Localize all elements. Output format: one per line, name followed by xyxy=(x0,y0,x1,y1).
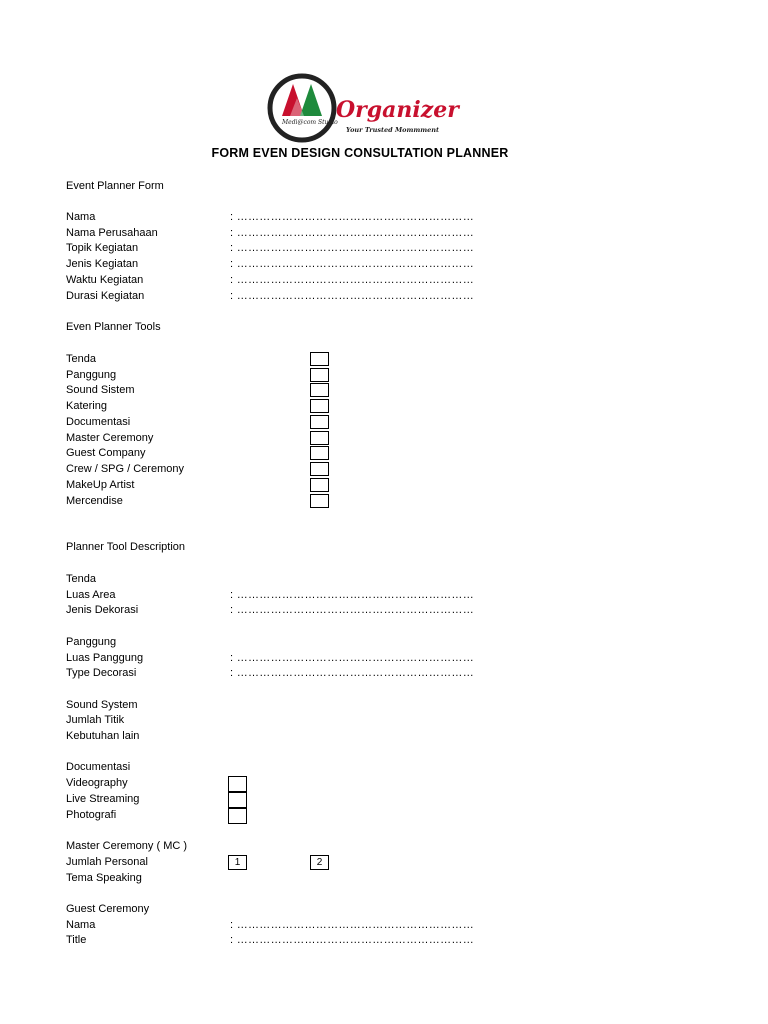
tenda-heading: Tenda xyxy=(66,573,96,585)
field-label-jenis: Jenis Kegiatan xyxy=(66,258,139,270)
sound-heading: Sound System xyxy=(66,699,138,711)
documentasi-item: Videography xyxy=(66,777,128,789)
tool-checkbox[interactable] xyxy=(310,415,329,429)
tool-label: Guest Company xyxy=(66,447,146,459)
field-label-nama: Nama xyxy=(66,211,96,223)
tool-label: Panggung xyxy=(66,369,117,381)
field-input-jenis-dekorasi[interactable]: : ……………………………………………………… xyxy=(230,604,475,616)
sound-item: Jumlah Titik xyxy=(66,714,125,726)
mc-heading: Master Ceremony ( MC ) xyxy=(66,840,188,852)
logo-studio-text: Medi@com Studio xyxy=(282,119,338,126)
event-form-heading: Event Planner Form xyxy=(66,180,164,192)
panggung-heading: Panggung xyxy=(66,636,117,648)
tool-checkbox[interactable] xyxy=(310,494,329,508)
logo-green-peak xyxy=(300,84,322,116)
tool-checkbox[interactable] xyxy=(310,383,329,397)
field-label-guest-nama: Nama xyxy=(66,919,96,931)
field-input-nama[interactable]: : ……………………………………………………… xyxy=(230,211,475,223)
documentasi-item: Live Streaming xyxy=(66,793,140,805)
field-input-guest-title[interactable]: : ……………………………………………………… xyxy=(230,934,475,946)
mc-tema-label: Tema Speaking xyxy=(66,872,142,884)
field-label-topik: Topik Kegiatan xyxy=(66,242,139,254)
documentasi-checkbox[interactable] xyxy=(228,792,247,808)
tool-label: Master Ceremony xyxy=(66,432,154,444)
field-input-jenis[interactable]: : ……………………………………………………… xyxy=(230,258,475,270)
field-label-waktu: Waktu Kegiatan xyxy=(66,274,144,286)
field-input-nama-perusahaan[interactable]: : ……………………………………………………… xyxy=(230,227,475,239)
field-label-type-decorasi: Type Decorasi xyxy=(66,667,137,679)
documentasi-checkbox[interactable] xyxy=(228,808,247,824)
tool-checkbox[interactable] xyxy=(310,399,329,413)
guest-heading: Guest Ceremony xyxy=(66,903,150,915)
tools-heading: Even Planner Tools xyxy=(66,321,161,333)
page-title: FORM EVEN DESIGN CONSULTATION PLANNER xyxy=(211,146,509,160)
field-input-guest-nama[interactable]: : ……………………………………………………… xyxy=(230,919,475,931)
field-label-luas-panggung: Luas Panggung xyxy=(66,652,144,664)
documentasi-checkbox[interactable] xyxy=(228,776,247,792)
field-label-durasi: Durasi Kegiatan xyxy=(66,290,145,302)
tool-checkbox[interactable] xyxy=(310,431,329,445)
logo-wordmark: Organizer xyxy=(336,97,459,123)
field-input-luas-area[interactable]: : ……………………………………………………… xyxy=(230,589,475,601)
field-label-nama-perusahaan: Nama Perusahaan xyxy=(66,227,158,239)
field-label-guest-title: Title xyxy=(66,934,87,946)
tool-label: Documentasi xyxy=(66,416,131,428)
mc-jumlah-label: Jumlah Personal xyxy=(66,856,148,868)
field-input-luas-panggung[interactable]: : ……………………………………………………… xyxy=(230,652,475,664)
tool-checkbox[interactable] xyxy=(310,478,329,492)
mc-option-2[interactable]: 2 xyxy=(310,855,329,870)
field-input-type-decorasi[interactable]: : ……………………………………………………… xyxy=(230,667,475,679)
description-heading: Planner Tool Description xyxy=(66,541,186,553)
tool-label: Crew / SPG / Ceremony xyxy=(66,463,184,475)
documentasi-heading: Documentasi xyxy=(66,761,131,773)
tool-label: Katering xyxy=(66,400,107,412)
field-input-waktu[interactable]: : ……………………………………………………… xyxy=(230,274,475,286)
field-input-topik[interactable]: : ……………………………………………………… xyxy=(230,242,475,254)
tool-checkbox[interactable] xyxy=(310,462,329,476)
field-label-jenis-dekorasi: Jenis Dekorasi xyxy=(66,604,139,616)
tool-label: Tenda xyxy=(66,353,96,365)
tool-checkbox[interactable] xyxy=(310,352,329,366)
tool-label: MakeUp Artist xyxy=(66,479,135,491)
logo-ring xyxy=(270,76,334,140)
field-label-luas-area: Luas Area xyxy=(66,589,116,601)
field-input-durasi[interactable]: : ……………………………………………………… xyxy=(230,290,475,302)
tool-label: Sound Sistem xyxy=(66,384,135,396)
sound-item: Kebutuhan lain xyxy=(66,730,140,742)
tool-checkbox[interactable] xyxy=(310,368,329,382)
organizer-logo xyxy=(266,72,459,144)
mc-option-1[interactable]: 1 xyxy=(228,855,247,870)
documentasi-item: Photografi xyxy=(66,809,117,821)
logo-tagline: Your Trusted Mommment xyxy=(346,126,439,134)
tool-checkbox[interactable] xyxy=(310,446,329,460)
tool-label: Mercendise xyxy=(66,495,123,507)
